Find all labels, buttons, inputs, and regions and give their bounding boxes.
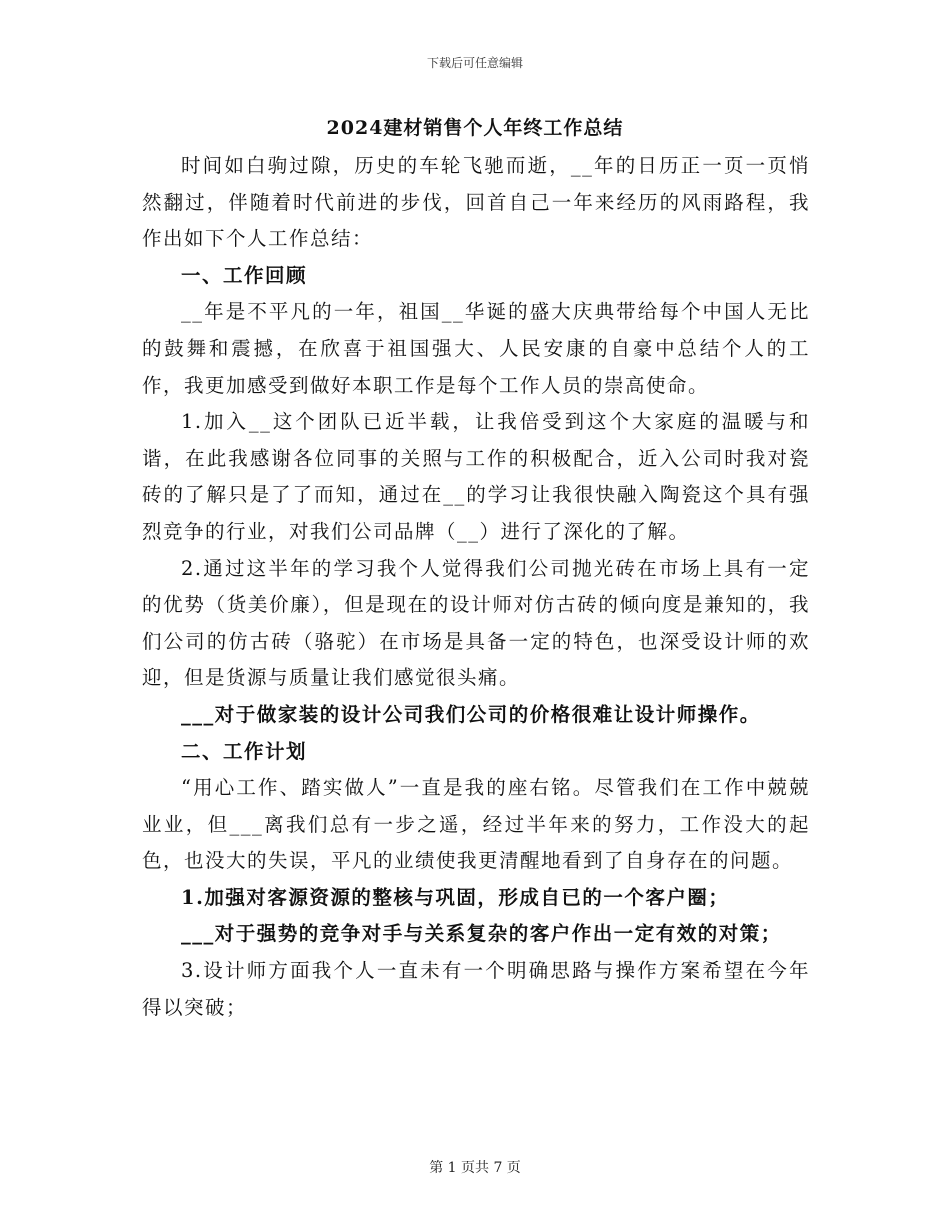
section-heading-plan: 二、工作计划 bbox=[181, 739, 308, 763]
paragraph-review-3: 2.通过这半年的学习我个人觉得我们公司抛光砖在市场上具有一定的优势（货美价廉），但是现在的设计师对仿古砖的倾向度是兼知的，我们公司的仿古砖（骆驼）在市场是具备一定的特色，也深受设计师的欢迎，但是货源与质量让我们感觉很头痛。 bbox=[142, 556, 810, 690]
paragraph-review-1: __年是不平凡的一年，祖国__华诞的盛大庆典带给每个中国人无比的鼓舞和震撼，在欣喜于祖国强大、人民安康的自豪中总结个人的工作，我更加感受到做好本职工作是每个工作人员的崇高使命。 bbox=[142, 300, 810, 397]
plan-item-1: 1.加强对客源资源的整核与巩固，形成自已的一个客户圈； bbox=[181, 885, 730, 909]
section-heading-review: 一、工作回顾 bbox=[181, 263, 308, 287]
header-note: 下载后可任意编辑 bbox=[426, 56, 523, 70]
paragraph-review-bold: ___对于做家装的设计公司我们公司的价格很难让设计师操作。 bbox=[181, 702, 761, 726]
plan-item-2: ___对于强势的竞争对手与关系复杂的客户作出一定有效的对策； bbox=[181, 922, 782, 946]
document-body bbox=[142, 148, 810, 1026]
page-number: 第 1 页共 7 页 bbox=[429, 1160, 521, 1176]
paragraph-plan-intro: “用心工作、踏实做人”一直是我的座右铭。尽管我们在工作中兢兢业业，但___离我们总有一步之遥，经过半年来的努力，工作没大的起色，也没大的失误，平凡的业绩使我更清醒地看到了自身存在的问题。 bbox=[142, 776, 810, 873]
plan-item-3: 3.设计师方面我个人一直未有一个明确思路与操作方案希望在今年得以突破； bbox=[142, 959, 810, 1019]
document-title: 2024建材销售个人年终工作总结 bbox=[326, 117, 624, 139]
paragraph-intro: 时间如白驹过隙，历史的车轮飞驰而逝，__年的日历正一页一页悄然翻过，伴随着时代前进的步伐，回首自己一年来经历的风雨路程，我作出如下个人工作总结： bbox=[142, 154, 810, 251]
paragraph-review-2: 1.加入__这个团队已近半载，让我倍受到这个大家庭的温暖与和谐，在此我感谢各位同事的关照与工作的积极配合，近入公司时我对瓷砖的了解只是了了而知，通过在__的学习让我很快融入陶瓷这个具有强烈竞争的行业，对我们公司品牌（__）进行了深化的了解。 bbox=[142, 410, 810, 543]
